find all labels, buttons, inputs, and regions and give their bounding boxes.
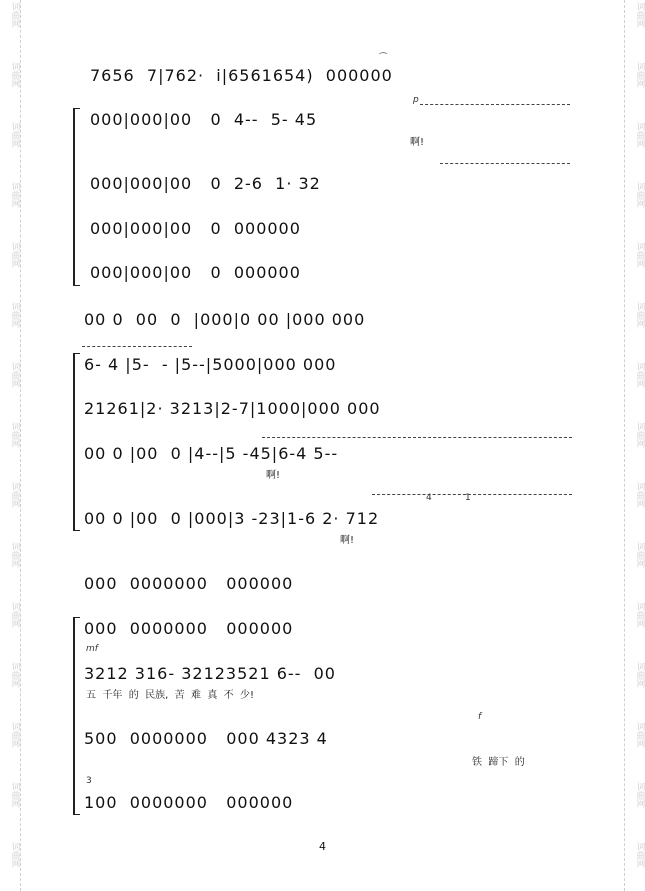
lyric-line: 铁 蹄下 的 [472,757,525,768]
triplet-mark: 3 [86,776,92,786]
slur [372,494,572,495]
system-2-brace [73,108,80,286]
notation-line: 00 0 |00 0 |4--|5 -45|6-4 5-- [84,444,339,463]
watermark-text: 词曲网 [10,662,20,688]
dynamic-marking: mf [86,644,98,654]
watermark-text: 词曲网 [635,602,645,628]
score-row [0,108,645,132]
watermark-text: 词曲网 [635,242,645,268]
notation-line: 000 0000000 000000 [84,574,294,593]
lyric-line: 啊! [410,137,425,148]
lyric-line: 五 千年 的 民族, 苦 难 真 不 少! [86,690,255,701]
voice-mark: 4 [426,493,432,503]
watermark-text: 词曲网 [10,2,20,28]
watermark-text: 词曲网 [635,122,645,148]
dynamic-marking: p [413,95,419,105]
score-row [0,308,645,332]
score-row [0,507,645,531]
voice-mark: 1 [465,493,471,503]
watermark-text: 词曲网 [635,542,645,568]
watermark-text: 词曲网 [10,62,20,88]
notation-line: 3212 316- 32123521 6-- 00 [84,664,336,683]
system-4-brace [73,617,80,815]
notation-line: 000|000|00 0 2-6 1· 32 [90,174,321,193]
page-number: 4 [319,840,326,853]
watermark-text: 词曲网 [635,782,645,808]
watermark-text: 词曲网 [10,602,20,628]
watermark-text: 词曲网 [10,482,20,508]
watermark-text: 词曲网 [635,482,645,508]
watermark-text: 词曲网 [635,422,645,448]
notation-line: 100 0000000 000000 [84,793,294,812]
notation-line: 000 0000000 000000 [84,619,294,638]
score-row [0,64,645,88]
watermark-text: 词曲网 [635,662,645,688]
notation-line: 00 0 |00 0 |000|3 -23|1-6 2· 712 [84,509,380,528]
notation-line: 000|000|00 0 4-- 5- 45 [90,110,318,129]
watermark-text: 词曲网 [10,722,20,748]
score-row [0,572,645,596]
score-row [0,662,645,686]
notation-line: 00 0 00 0 |000|0 00 |000 000 [84,310,366,329]
score-row [0,353,645,377]
score-row [0,217,645,241]
slur [82,346,192,347]
watermark-text: 词曲网 [635,2,645,28]
notation-line: 000|000|00 0 000000 [90,219,301,238]
lyric-line: 啊! [266,470,281,481]
score-row [0,261,645,285]
notation-line: 6- 4 |5- - |5--|5000|000 000 [84,355,337,374]
watermark-text: 词曲网 [10,362,20,388]
watermark-text: 词曲网 [635,302,645,328]
watermark-text: 词曲网 [10,782,20,808]
score-row [0,397,645,421]
score-row [0,791,645,815]
watermark-text: 词曲网 [635,842,645,868]
watermark-text: 词曲网 [10,302,20,328]
fermata-mark: ⌒ [377,53,387,63]
notation-line: 21261|2· 3213|2-7|1000|000 000 [84,399,381,418]
slur [420,104,570,105]
score-row [0,727,645,751]
score-row [0,617,645,641]
watermark-text: 词曲网 [635,722,645,748]
watermark-text: 词曲网 [10,842,20,868]
notation-line: 000|000|00 0 000000 [90,263,301,282]
watermark-text: 词曲网 [10,542,20,568]
watermark-text: 词曲网 [635,182,645,208]
slur [440,163,570,164]
watermark-text: 词曲网 [10,182,20,208]
score-row [0,442,645,466]
lyric-line: 啊! [340,535,355,546]
watermark-text: 词曲网 [10,422,20,448]
watermark-text: 词曲网 [635,62,645,88]
notation-line: 500 0000000 000 4323 4 [84,729,328,748]
watermark-text: 词曲网 [635,362,645,388]
notation-line: 7656 7|762· i|6561654) 000000 [90,66,393,85]
score-row [0,172,645,196]
watermark-text: 词曲网 [10,122,20,148]
watermark-text: 词曲网 [10,242,20,268]
slur [262,437,572,438]
dynamic-marking: f [478,712,482,722]
